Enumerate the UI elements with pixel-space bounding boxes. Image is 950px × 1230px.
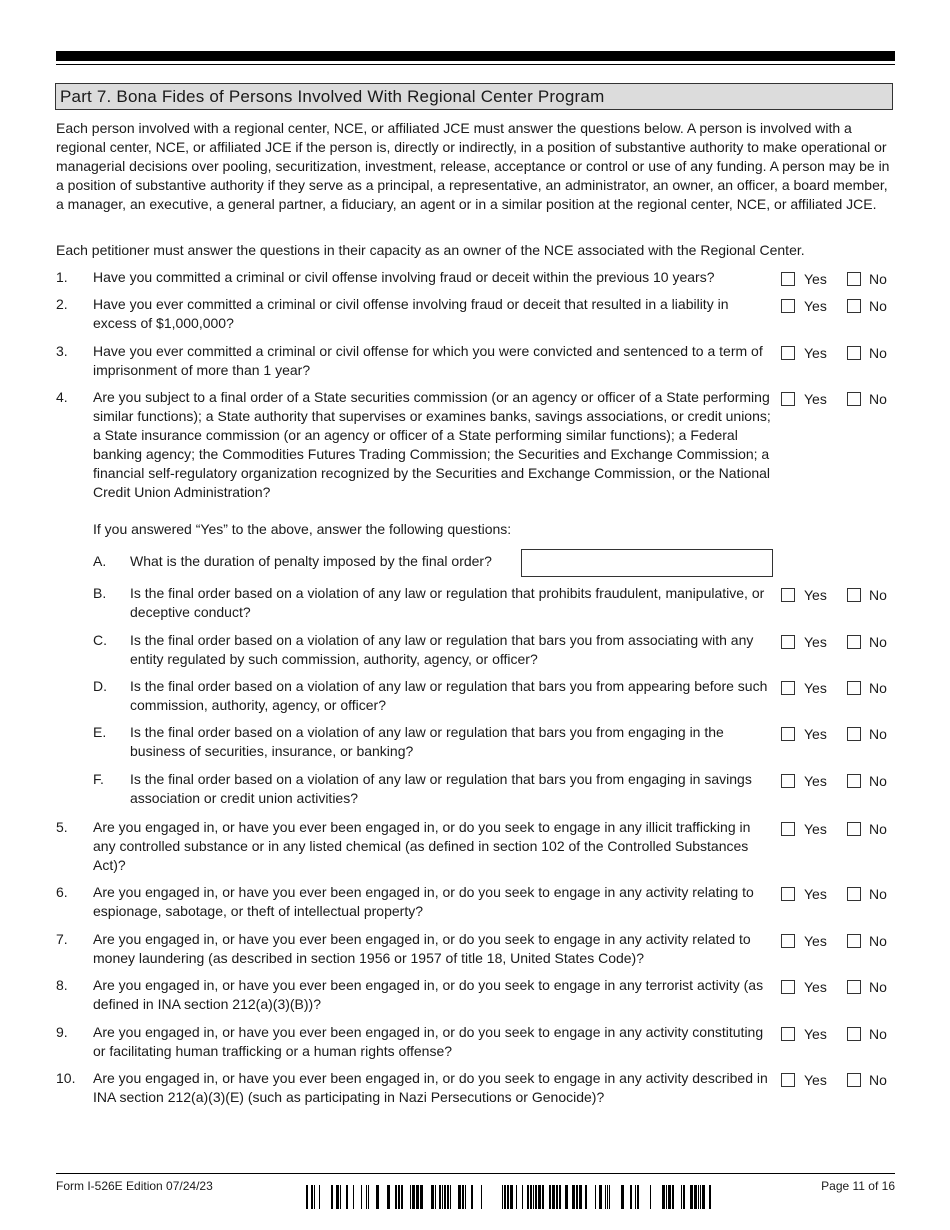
no-checkbox[interactable] bbox=[847, 681, 861, 695]
subquestion-letter: B. bbox=[93, 585, 107, 601]
subquestion-text: Is the final order based on a violation of any law or regulation that bars you from engaging in the business of securities, insurance, or banking? bbox=[130, 724, 724, 759]
yes-checkbox[interactable] bbox=[781, 934, 795, 948]
no-label: No bbox=[869, 680, 887, 696]
yes-label: Yes bbox=[804, 345, 827, 361]
yes-checkbox[interactable] bbox=[781, 727, 795, 741]
yes-label: Yes bbox=[804, 587, 827, 603]
yes-label: Yes bbox=[804, 773, 827, 789]
yes-label: Yes bbox=[804, 1026, 827, 1042]
yes-label: Yes bbox=[804, 1072, 827, 1088]
question-number: 10. bbox=[56, 1070, 76, 1086]
subquestion-letter: D. bbox=[93, 678, 107, 694]
yes-no-group bbox=[781, 586, 896, 604]
yes-label: Yes bbox=[804, 391, 827, 407]
question-number: 8. bbox=[56, 977, 68, 993]
yes-checkbox[interactable] bbox=[781, 681, 795, 695]
no-checkbox[interactable] bbox=[847, 588, 861, 602]
question-text: Have you committed a criminal or civil offense involving fraud or deceit within the previous 10 years? bbox=[93, 269, 715, 285]
no-checkbox[interactable] bbox=[847, 1073, 861, 1087]
yes-no-group bbox=[781, 1025, 896, 1043]
yes-label: Yes bbox=[804, 821, 827, 837]
subquestion-text: Is the final order based on a violation of any law or regulation that bars you from engaging in savings association or credit union activities? bbox=[130, 771, 752, 806]
question-number: 7. bbox=[56, 931, 68, 947]
question-text: Have you ever committed a criminal or civil offense for which you were convicted and sentenced to a term of imprisonment of more than 1 year? bbox=[93, 343, 763, 378]
yes-label: Yes bbox=[804, 634, 827, 650]
no-checkbox[interactable] bbox=[847, 299, 861, 313]
question-text: Have you ever committed a criminal or civil offense involving fraud or deceit that resulted in a liability in excess of $1,000,000? bbox=[93, 296, 729, 331]
yes-no-group bbox=[781, 932, 896, 950]
yes-label: Yes bbox=[804, 886, 827, 902]
yes-label: Yes bbox=[804, 680, 827, 696]
no-label: No bbox=[869, 1072, 887, 1088]
no-label: No bbox=[869, 345, 887, 361]
yes-label: Yes bbox=[804, 933, 827, 949]
yes-checkbox[interactable] bbox=[781, 392, 795, 406]
no-label: No bbox=[869, 821, 887, 837]
top-thin-rule bbox=[56, 64, 895, 65]
question-text: Are you engaged in, or have you ever been engaged in, or do you seek to engage in any activity related to money laundering (as described in section 1956 or 1957 of title 18, United States Code)? bbox=[93, 931, 751, 966]
no-checkbox[interactable] bbox=[847, 392, 861, 406]
yes-no-group bbox=[781, 633, 896, 651]
no-checkbox[interactable] bbox=[847, 822, 861, 836]
yes-checkbox[interactable] bbox=[781, 1027, 795, 1041]
page-number: Page 11 of 16 bbox=[821, 1179, 895, 1193]
yes-checkbox[interactable] bbox=[781, 299, 795, 313]
yes-no-group bbox=[781, 297, 896, 315]
no-label: No bbox=[869, 271, 887, 287]
subquestion-letter: A. bbox=[93, 553, 107, 569]
yes-no-group bbox=[781, 390, 896, 408]
question-number: 5. bbox=[56, 819, 68, 835]
yes-checkbox[interactable] bbox=[781, 588, 795, 602]
question-number: 9. bbox=[56, 1024, 68, 1040]
yes-checkbox[interactable] bbox=[781, 822, 795, 836]
yes-checkbox[interactable] bbox=[781, 346, 795, 360]
top-thick-rule bbox=[56, 51, 895, 61]
question-text: Are you engaged in, or have you ever been engaged in, or do you seek to engage in any terrorist activity (as defined in INA section 212(a)(3)(B))? bbox=[93, 977, 764, 1012]
question-text: Are you engaged in, or have you ever been engaged in, or do you seek to engage in any activity relating to espionage, sabotage, or theft of intellectual property? bbox=[93, 884, 754, 919]
subquestion-letter: F. bbox=[93, 771, 104, 787]
subquestion-text: Is the final order based on a violation of any law or regulation that prohibits fraudulent, manipulative, or deceptive conduct? bbox=[130, 585, 765, 620]
question-text: Are you subject to a final order of a State securities commission (or an agency or officer of a State performing similar functions); a State authority that supervises or examines banks, savings associations, or credit unions; a State insurance commission (or an agency or officer of a State performing similar functions); a Federal banking agency; the Commodities Futures Trading Commission; the Securities and Exchange Commission; a financial self-regulatory organization recognized by the Securities and Exchange Commission, or the National Credit Union Administration? bbox=[93, 389, 771, 500]
no-checkbox[interactable] bbox=[847, 887, 861, 901]
question-number: 4. bbox=[56, 389, 68, 405]
no-label: No bbox=[869, 587, 887, 603]
yes-no-group bbox=[781, 885, 896, 903]
yes-label: Yes bbox=[804, 298, 827, 314]
no-checkbox[interactable] bbox=[847, 980, 861, 994]
question-number: 3. bbox=[56, 343, 68, 359]
yes-no-group bbox=[781, 772, 896, 790]
yes-no-group bbox=[781, 820, 896, 838]
question-text: Are you engaged in, or have you ever been engaged in, or do you seek to engage in any activity described in INA section 212(a)(3)(E) (such as participating in Nazi Persecutions or Genocide)? bbox=[93, 1070, 768, 1105]
yes-checkbox[interactable] bbox=[781, 272, 795, 286]
form-edition: Form I-526E Edition 07/24/23 bbox=[56, 1179, 213, 1193]
barcode bbox=[306, 1185, 713, 1209]
no-checkbox[interactable] bbox=[847, 774, 861, 788]
subquestion-letter: C. bbox=[93, 632, 107, 648]
no-label: No bbox=[869, 634, 887, 650]
yes-no-group bbox=[781, 344, 896, 362]
no-label: No bbox=[869, 726, 887, 742]
no-label: No bbox=[869, 773, 887, 789]
penalty-duration-input[interactable] bbox=[521, 549, 773, 577]
question-number: 6. bbox=[56, 884, 68, 900]
no-label: No bbox=[869, 933, 887, 949]
question-number: 2. bbox=[56, 296, 68, 312]
no-label: No bbox=[869, 298, 887, 314]
petitioner-paragraph: Each petitioner must answer the questions in their capacity as an owner of the NCE associated with the Regional Center. bbox=[56, 242, 805, 258]
yes-checkbox[interactable] bbox=[781, 635, 795, 649]
intro-paragraph: Each person involved with a regional center, NCE, or affiliated JCE must answer the questions below. A person is involved with a regional center, NCE, or affiliated JCE if the person is, directly or indirectly, in a position of substantive authority to make operational or managerial decisions over pooling, securitization, investment, release, acceptance or control or use of any funding. A person may be in a position of substantive authority if they serve as a principal, a representative, an administrator, an owner, an officer, a board member, a manager, an executive, a general partner, a fiduciary, an agent or in a similar position at the regional center, NCE, or affiliated JCE. bbox=[56, 120, 890, 212]
followup-intro: If you answered “Yes” to the above, answer the following questions: bbox=[93, 521, 512, 537]
subquestion-text: Is the final order based on a violation of any law or regulation that bars you from associating with any entity regulated by such commission, authority, agency, or officer? bbox=[130, 632, 754, 667]
no-label: No bbox=[869, 1026, 887, 1042]
yes-label: Yes bbox=[804, 979, 827, 995]
subquestion-letter: E. bbox=[93, 724, 107, 740]
no-checkbox[interactable] bbox=[847, 635, 861, 649]
yes-checkbox[interactable] bbox=[781, 887, 795, 901]
subquestion-text: What is the duration of penalty imposed by the final order? bbox=[130, 553, 492, 569]
yes-no-group bbox=[781, 679, 896, 697]
yes-no-group bbox=[781, 270, 896, 288]
question-text: Are you engaged in, or have you ever been engaged in, or do you seek to engage in any illicit trafficking in any controlled substance or in any listed chemical (as defined in section 102 of the Controlled Substances Act)? bbox=[93, 819, 751, 873]
no-checkbox[interactable] bbox=[847, 1027, 861, 1041]
yes-no-group bbox=[781, 978, 896, 996]
question-number: 1. bbox=[56, 269, 68, 285]
no-label: No bbox=[869, 979, 887, 995]
yes-checkbox[interactable] bbox=[781, 774, 795, 788]
yes-label: Yes bbox=[804, 726, 827, 742]
footer-rule bbox=[56, 1173, 895, 1174]
yes-checkbox[interactable] bbox=[781, 980, 795, 994]
subquestion-text: Is the final order based on a violation of any law or regulation that bars you from appearing before such commission, authority, agency, or officer? bbox=[130, 678, 768, 713]
yes-no-group bbox=[781, 725, 896, 743]
no-checkbox[interactable] bbox=[847, 934, 861, 948]
no-checkbox[interactable] bbox=[847, 346, 861, 360]
yes-no-group bbox=[781, 1071, 896, 1089]
yes-label: Yes bbox=[804, 271, 827, 287]
no-label: No bbox=[869, 391, 887, 407]
no-checkbox[interactable] bbox=[847, 272, 861, 286]
question-text: Are you engaged in, or have you ever been engaged in, or do you seek to engage in any activity constituting or facilitating human trafficking or a human rights offense? bbox=[93, 1024, 764, 1059]
no-label: No bbox=[869, 886, 887, 902]
no-checkbox[interactable] bbox=[847, 727, 861, 741]
part-7-header: Part 7. Bona Fides of Persons Involved With Regional Center Program bbox=[55, 83, 893, 110]
yes-checkbox[interactable] bbox=[781, 1073, 795, 1087]
